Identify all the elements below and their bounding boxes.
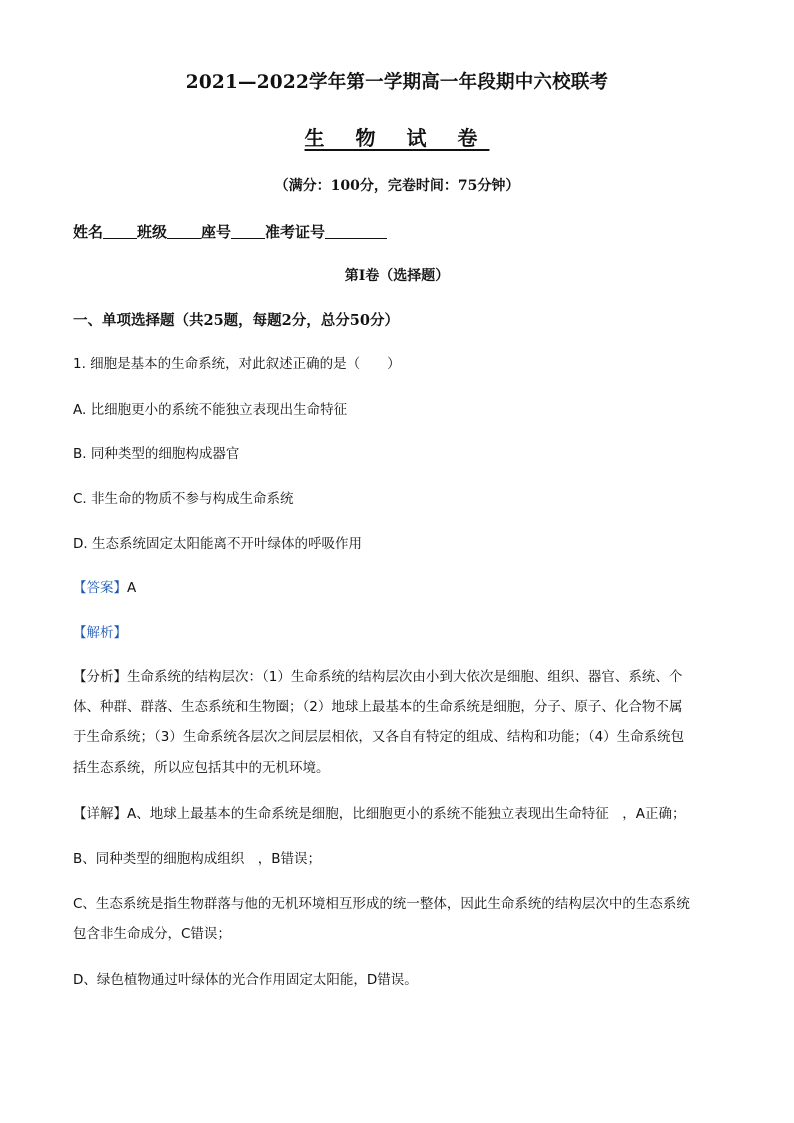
xiangjie-tag: 【详解】: [73, 806, 127, 822]
fenxi-line-1: [73, 667, 734, 687]
detail-line-d: D、绿色植物通过叶绿体的光合作用固定太阳能，D错误。: [73, 972, 418, 988]
fenxi-line-3: 于生命系统；（3）生命系统各层次之间层层相依，又各自有特定的组成、结构和功能；（4）生命系统包: [73, 729, 685, 745]
xiangjie-line-1: [73, 804, 734, 824]
exam-id-blank[interactable]: [325, 223, 387, 239]
fenxi-line-4: 括生态系统，所以应包括其中的无机环境。: [73, 760, 330, 776]
subject-title: 生 物 试 卷: [304, 126, 490, 150]
option-a: A. 比细胞更小的系统不能独立表现出生命特征: [73, 402, 348, 418]
answer-value: A: [127, 580, 137, 596]
xiangjie-text-1: A、地球上最基本的生命系统是细胞，比细胞更小的系统不能独立表现出生命特征 ，A正确；: [127, 806, 686, 822]
fenxi-text-1: 生命系统的结构层次：（1）生命系统的结构层次由小到大依次是细胞、组织、器官、系统、个: [127, 669, 683, 685]
exam-id-label: 准考证号: [265, 223, 326, 241]
fenxi-line-2: 体、种群、群落、生态系统和生物圈；（2）地球上最基本的生命系统是细胞，分子、原子、化合物不属: [73, 699, 683, 715]
seat-label: 座号: [201, 223, 232, 241]
question-stem: 1. 细胞是基本的生命系统，对此叙述正确的是（ ）: [73, 356, 401, 372]
detail-line-c1: C、生态系统是指生物群落与他的无机环境相互形成的统一整体，因此生命系统的结构层次中的生态系统: [73, 896, 690, 912]
analysis-tag: 【解析】: [73, 625, 127, 641]
detail-line-b: B、同种类型的细胞构成组织 ，B错误；: [73, 851, 322, 867]
score-time-note: （满分：100分，完卷时间：75分钟）: [274, 178, 520, 194]
answer-tag: 【答案】: [73, 580, 127, 596]
seat-blank[interactable]: [231, 223, 265, 239]
name-blank[interactable]: [103, 223, 137, 239]
answer-line: [73, 578, 734, 598]
option-b: B. 同种类型的细胞构成器官: [73, 446, 240, 462]
student-info-line: [73, 222, 734, 242]
volume-heading: 第Ⅰ卷（选择题）: [344, 268, 450, 284]
part1-heading: 一、单项选择题（共25题，每题2分，总分50分）: [73, 312, 399, 329]
option-c: C. 非生命的物质不参与构成生命系统: [73, 491, 294, 507]
detail-line-c2: 包含非生命成分，C错误；: [73, 926, 231, 942]
class-blank[interactable]: [167, 223, 201, 239]
option-d: D. 生态系统固定太阳能离不开叶绿体的呼吸作用: [73, 536, 362, 552]
exam-title: 2021—2022学年第一学期高一年段期中六校联考: [185, 72, 609, 93]
class-label: 班级: [137, 223, 168, 241]
name-label: 姓名: [73, 223, 104, 241]
fenxi-tag: 【分析】: [73, 669, 127, 685]
